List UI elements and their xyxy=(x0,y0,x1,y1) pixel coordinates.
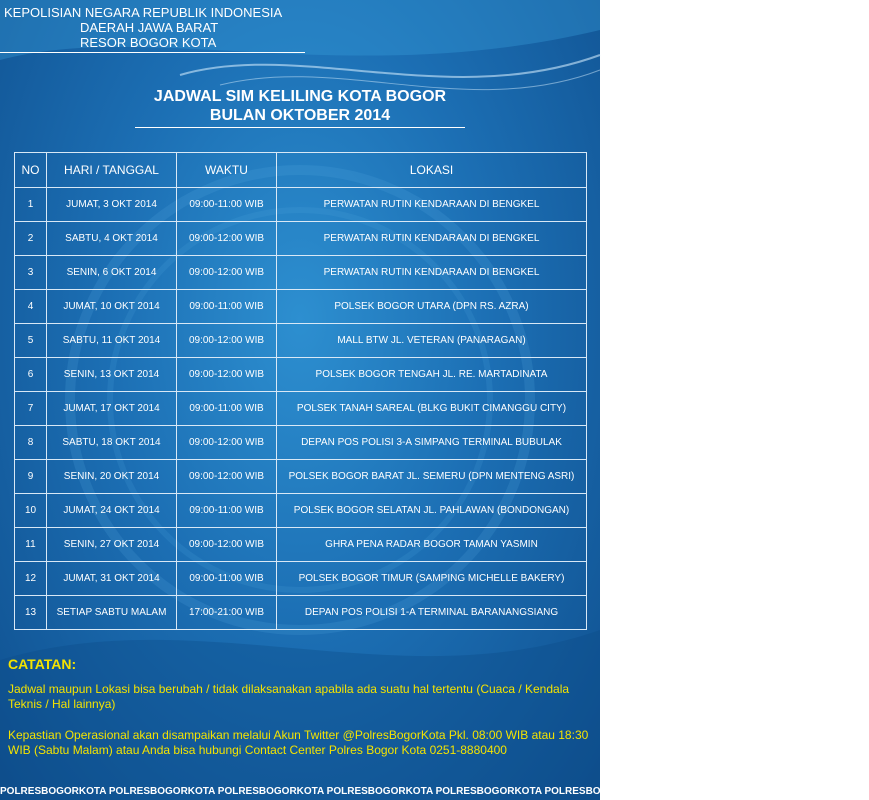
cell-no: 4 xyxy=(15,290,47,324)
cell-time: 09:00-12:00 WIB xyxy=(177,460,277,494)
cell-date: SABTU, 11 OKT 2014 xyxy=(47,324,177,358)
cell-no: 3 xyxy=(15,256,47,290)
cell-location: POLSEK TANAH SAREAL (BLKG BUKIT CIMANGGU CITY) xyxy=(277,392,587,426)
note-twitter-contact: Kepastian Operasional akan disampaikan melalui Akun Twitter @PolresBogorKota Pkl. 08:00 WIB atau 18:30 WIB (Sabtu Malam) atau Anda bisa hubungi Contact Center Polres Bogor Kota 0251-8880400 xyxy=(8,728,589,757)
cell-date: JUMAT, 10 OKT 2014 xyxy=(47,290,177,324)
cell-no: 2 xyxy=(15,222,47,256)
table-header-row xyxy=(15,153,587,188)
cell-time: 09:00-12:00 WIB xyxy=(177,324,277,358)
page-title: JADWAL SIM KELILING KOTA BOGOR xyxy=(153,88,447,105)
note-schedule-change: Jadwal maupun Lokasi bisa berubah / tidak dilaksanakan apabila ada suatu hal tertentu (Cuaca / Kendala Teknis / Hal lainnya) xyxy=(8,682,570,711)
cell-location: GHRA PENA RADAR BOGOR TAMAN YASMIN xyxy=(277,528,587,562)
cell-date: JUMAT, 24 OKT 2014 xyxy=(47,494,177,528)
cell-time: 09:00-11:00 WIB xyxy=(177,562,277,596)
table-row xyxy=(15,596,587,630)
table-row xyxy=(15,222,587,256)
cell-date: SETIAP SABTU MALAM xyxy=(47,596,177,630)
table-row xyxy=(15,358,587,392)
organization-header xyxy=(4,5,282,50)
cell-no: 7 xyxy=(15,392,47,426)
cell-no: 12 xyxy=(15,562,47,596)
cell-location: DEPAN POS POLISI 3-A SIMPANG TERMINAL BUBULAK xyxy=(277,426,587,460)
schedule-table xyxy=(14,152,587,630)
table-row xyxy=(15,188,587,222)
cell-time: 09:00-12:00 WIB xyxy=(177,426,277,460)
cell-no: 1 xyxy=(15,188,47,222)
page-subtitle: BULAN OKTOBER 2014 xyxy=(209,107,391,124)
cell-date: SABTU, 18 OKT 2014 xyxy=(47,426,177,460)
cell-date: SENIN, 27 OKT 2014 xyxy=(47,528,177,562)
cell-date: JUMAT, 3 OKT 2014 xyxy=(47,188,177,222)
header-day-date: HARI / TANGGAL xyxy=(47,153,177,188)
org-underline xyxy=(0,52,305,53)
org-line-2: DAERAH JAWA BARAT xyxy=(80,20,219,35)
cell-date: SENIN, 20 OKT 2014 xyxy=(47,460,177,494)
cell-date: SENIN, 6 OKT 2014 xyxy=(47,256,177,290)
table-row xyxy=(15,256,587,290)
table-row xyxy=(15,494,587,528)
table-row xyxy=(15,528,587,562)
footer-watermark-strip: POLRESBOGORKOTA POLRESBOGORKOTA POLRESBOGORKOTA POLRESBOGORKOTA POLRESBOGORKOTA POLRESBOGORKOTA POLRESBOGORKOTA POLRESBOGORKOTA xyxy=(0,786,869,797)
cell-date: SENIN, 13 OKT 2014 xyxy=(47,358,177,392)
cell-no: 8 xyxy=(15,426,47,460)
cell-time: 09:00-11:00 WIB xyxy=(177,392,277,426)
cell-time: 09:00-12:00 WIB xyxy=(177,358,277,392)
notes-heading: CATATAN: xyxy=(8,656,77,672)
cell-location: PERWATAN RUTIN KENDARAAN DI BENGKEL xyxy=(277,188,587,222)
cell-location: POLSEK BOGOR BARAT JL. SEMERU (DPN MENTENG ASRI) xyxy=(277,460,587,494)
table-row xyxy=(15,290,587,324)
cell-time: 09:00-12:00 WIB xyxy=(177,222,277,256)
cell-date: JUMAT, 31 OKT 2014 xyxy=(47,562,177,596)
cell-date: SABTU, 4 OKT 2014 xyxy=(47,222,177,256)
cell-location: PERWATAN RUTIN KENDARAAN DI BENGKEL xyxy=(277,256,587,290)
header-no: NO xyxy=(15,153,47,188)
cell-time: 09:00-11:00 WIB xyxy=(177,188,277,222)
table-row xyxy=(15,460,587,494)
table-row xyxy=(15,562,587,596)
cell-time: 09:00-11:00 WIB xyxy=(177,494,277,528)
cell-date: JUMAT, 17 OKT 2014 xyxy=(47,392,177,426)
cell-location: PERWATAN RUTIN KENDARAAN DI BENGKEL xyxy=(277,222,587,256)
header-location: LOKASI xyxy=(277,153,587,188)
cell-no: 9 xyxy=(15,460,47,494)
table-row xyxy=(15,324,587,358)
cell-location: POLSEK BOGOR SELATAN JL. PAHLAWAN (BONDONGAN) xyxy=(277,494,587,528)
cell-no: 13 xyxy=(15,596,47,630)
cell-time: 09:00-11:00 WIB xyxy=(177,290,277,324)
cell-no: 10 xyxy=(15,494,47,528)
header-time: WAKTU xyxy=(177,153,277,188)
notes-section xyxy=(8,656,596,757)
org-line-1: KEPOLISIAN NEGARA REPUBLIK INDONESIA xyxy=(4,5,283,20)
title-underline xyxy=(135,127,465,128)
cell-location: DEPAN POS POLISI 1-A TERMINAL BARANANGSIANG xyxy=(277,596,587,630)
cell-time: 09:00-12:00 WIB xyxy=(177,528,277,562)
cell-location: MALL BTW JL. VETERAN (PANARAGAN) xyxy=(277,324,587,358)
cell-location: POLSEK BOGOR UTARA (DPN RS. AZRA) xyxy=(277,290,587,324)
org-line-3: RESOR BOGOR KOTA xyxy=(80,35,217,50)
table-row xyxy=(15,392,587,426)
cell-no: 6 xyxy=(15,358,47,392)
cell-no: 5 xyxy=(15,324,47,358)
cell-no: 11 xyxy=(15,528,47,562)
cell-time: 17:00-21:00 WIB xyxy=(177,596,277,630)
cell-location: POLSEK BOGOR TIMUR (SAMPING MICHELLE BAKERY) xyxy=(277,562,587,596)
cell-location: POLSEK BOGOR TENGAH JL. RE. MARTADINATA xyxy=(277,358,587,392)
cell-time: 09:00-12:00 WIB xyxy=(177,256,277,290)
table-row xyxy=(15,426,587,460)
